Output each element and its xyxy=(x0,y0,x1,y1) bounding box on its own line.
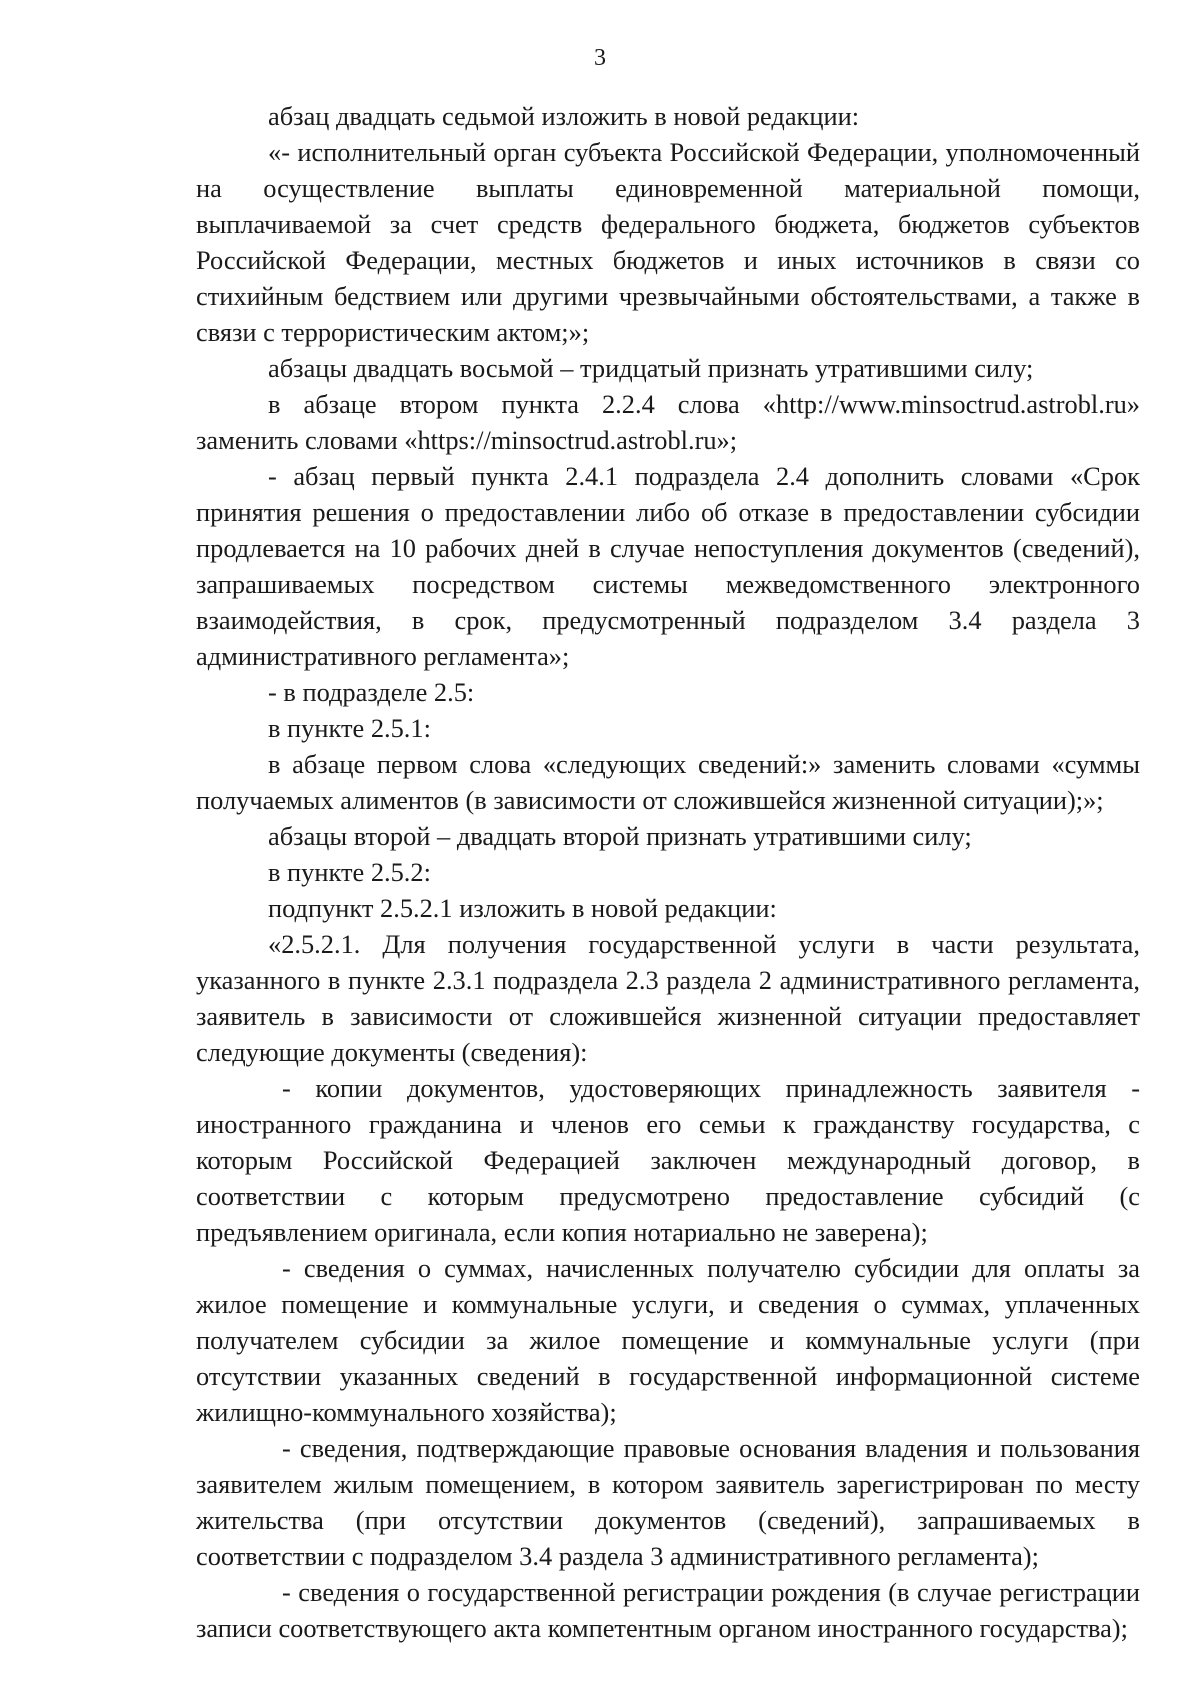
paragraph-3: абзацы двадцать восьмой – тридцатый признать утратившими силу; xyxy=(268,353,1034,383)
document-body xyxy=(196,98,1140,1646)
paragraph-2: «- исполнительный орган субъекта Российской Федерации, уполномоченный на осуществление выплаты единовременной материальной помощи, выплачиваемой за счет средств федерального бюджета, бюджетов субъектов Российской Федерации, местных бюджетов и иных источников в связи со стихийным бедствием или другими чрезвычайными обстоятельствами, а также в связи с террористическим актом;»; xyxy=(196,137,1140,347)
paragraph-5: - абзац первый пункта 2.4.1 подраздела 2.4 дополнить словами «Срок принятия решения о предоставлении либо об отказе в предоставлении субсидии продлевается на 10 рабочих дней в случае непоступления документов (сведений), запрашиваемых посредством системы межведомственного электронного взаимодействия, в срок, предусмотренный подразделом 3.4 раздела 3 административного регламента»; xyxy=(196,461,1140,671)
paragraph-13: - копии документов, удостоверяющих принадлежность заявителя - иностранного гражданина и членов его семьи к гражданству государства, с которым Российской Федерацией заключен международный договор, в соответствии с которым предусмотрено предоставление субсидий (с предъявлением оригинала, если копия нотариально не заверена); xyxy=(196,1073,1140,1247)
paragraph-12: «2.5.2.1. Для получения государственной услуги в части результата, указанного в пункте 2.3.1 подраздела 2.3 раздела 2 административного регламента, заявитель в зависимости от сложившейся жизненной ситуации предоставляет следующие документы (сведения): xyxy=(196,929,1140,1067)
page-number: 3 xyxy=(594,45,606,71)
paragraph-1: абзац двадцать седьмой изложить в новой редакции: xyxy=(268,101,860,131)
paragraph-15: - сведения, подтверждающие правовые основания владения и пользования заявителем жилым помещением, в котором заявитель зарегистрирован по месту жительства (при отсутствии документов (сведений), запрашиваемых в соответствии с подразделом 3.4 раздела 3 административного регламента); xyxy=(196,1433,1140,1571)
paragraph-4: в абзаце втором пункта 2.2.4 слова «http://www.minsoctrud.astrobl.ru» заменить словами «https://minsoctrud.astrobl.ru»; xyxy=(196,389,1140,455)
paragraph-11: подпункт 2.5.2.1 изложить в новой редакции: xyxy=(268,893,777,923)
paragraph-10: в пункте 2.5.2: xyxy=(268,857,431,887)
paragraph-7: в пункте 2.5.1: xyxy=(268,713,431,743)
paragraph-6: - в подразделе 2.5: xyxy=(268,677,475,707)
paragraph-14: - сведения о суммах, начисленных получателю субсидии для оплаты за жилое помещение и коммунальные услуги, и сведения о суммах, уплаченных получателем субсидии за жилое помещение и коммунальные услуги (при отсутствии указанных сведений в государственной информационной системе жилищно-коммунального хозяйства); xyxy=(196,1253,1140,1427)
paragraph-9: абзацы второй – двадцать второй признать утратившими силу; xyxy=(268,821,972,851)
paragraph-16: - сведения о государственной регистрации рождения (в случае регистрации записи соответствующего акта компетентным органом иностранного государства); xyxy=(196,1577,1140,1643)
paragraph-8: в абзаце первом слова «следующих сведений:» заменить словами «суммы получаемых алиментов (в зависимости от сложившейся жизненной ситуации);»; xyxy=(196,749,1140,815)
